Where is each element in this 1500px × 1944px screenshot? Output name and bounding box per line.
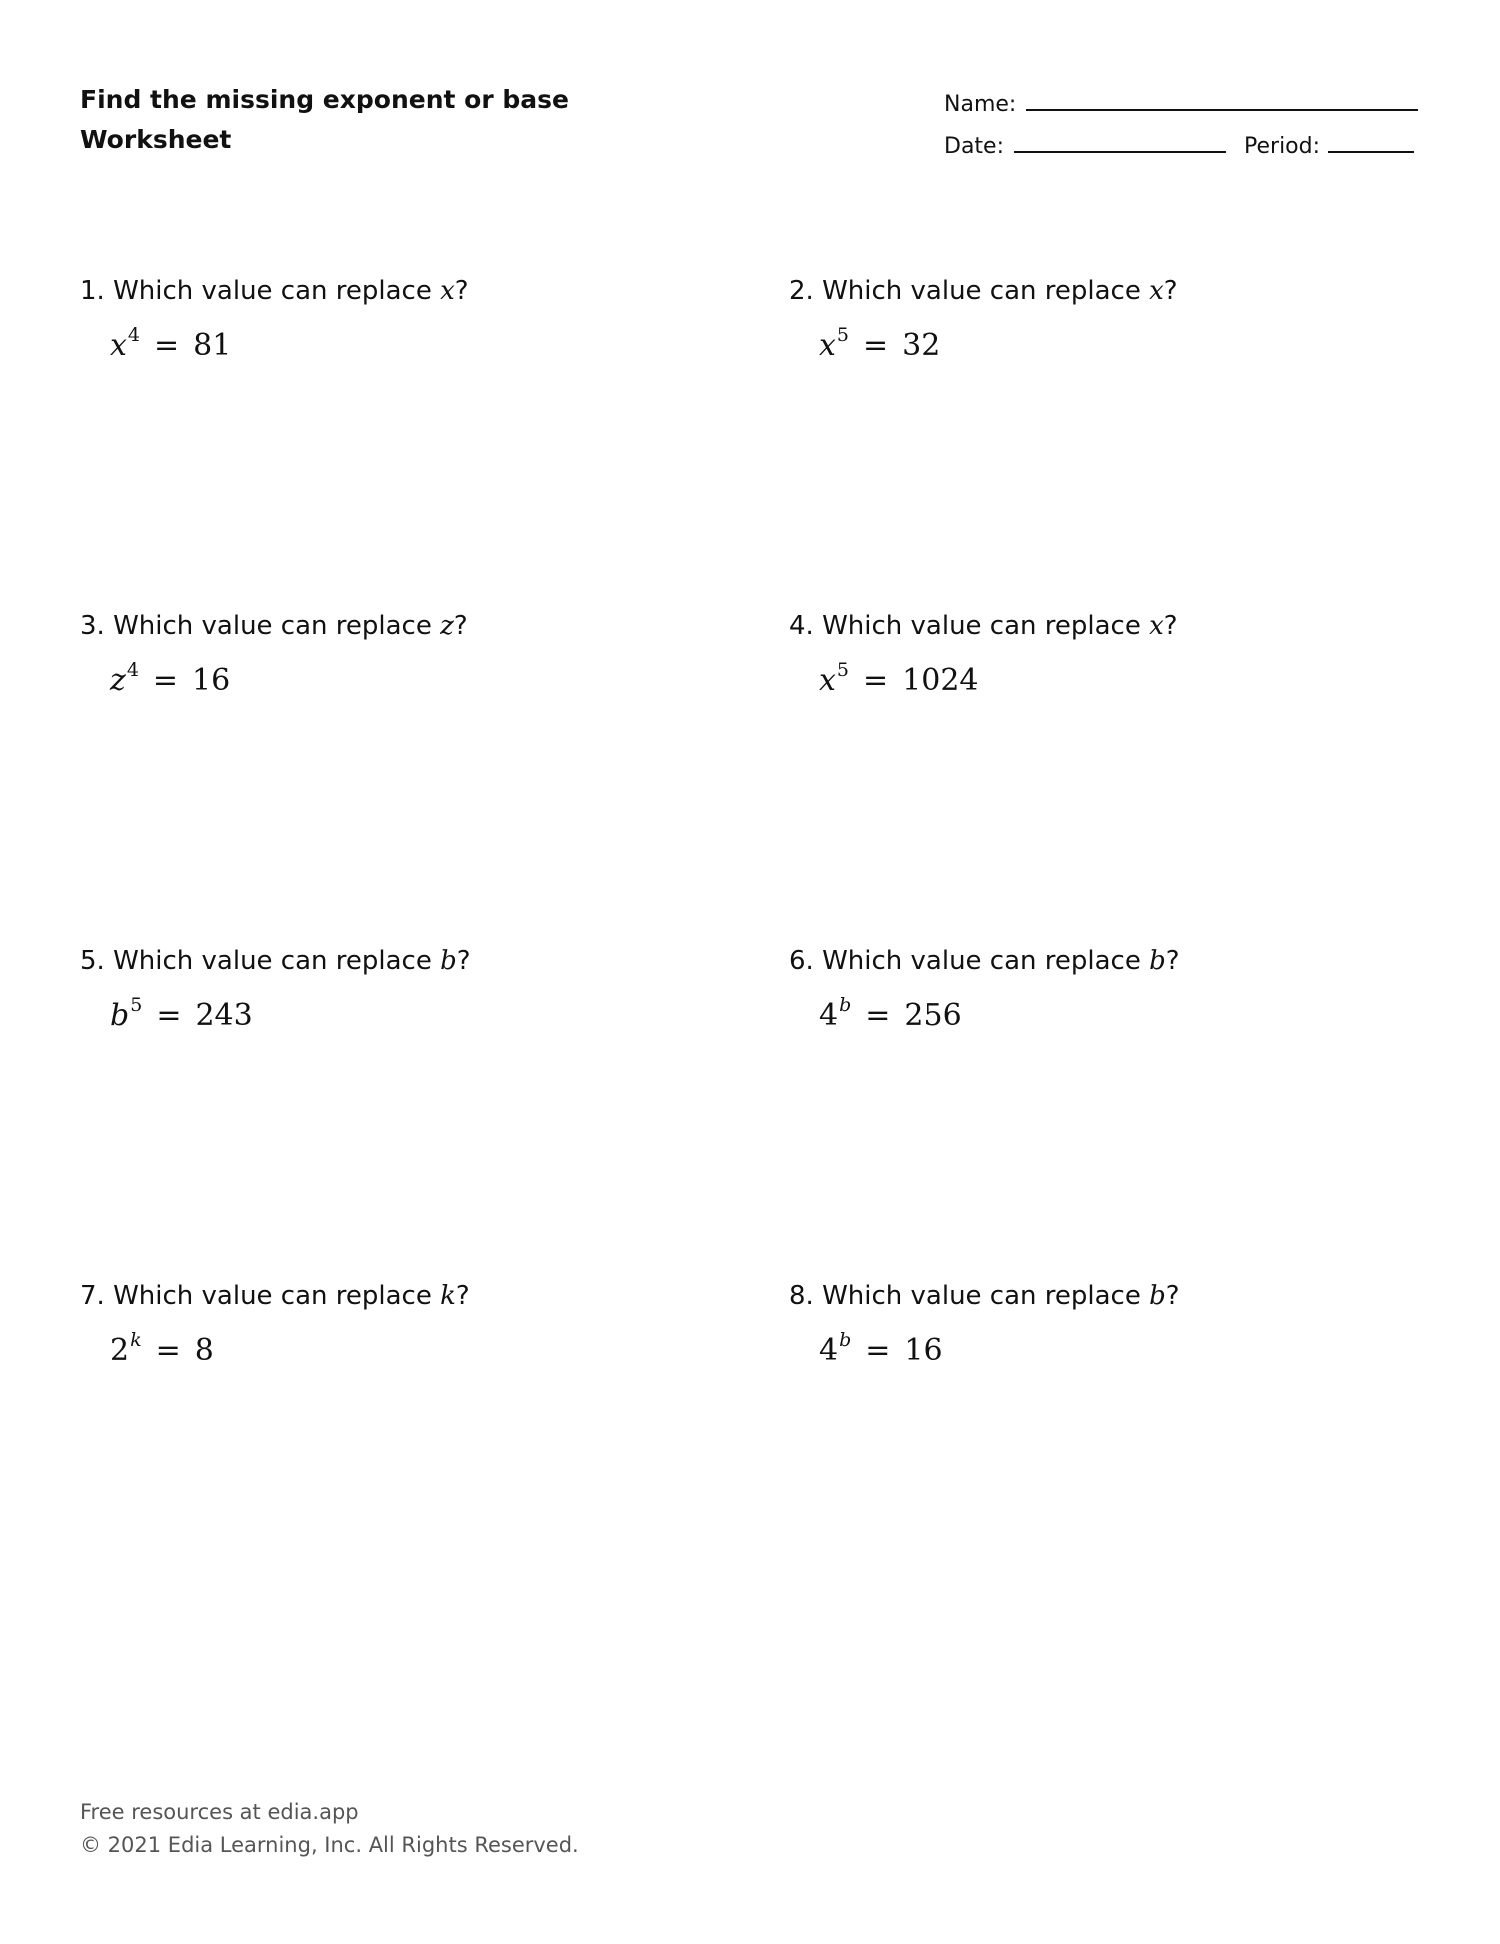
equation-base: 2 [110,1333,130,1368]
equation-result: 256 [904,998,962,1033]
question-text: Which value can replace [822,1281,1141,1311]
worksheet-title [80,80,569,160]
question-equation [110,326,700,369]
question-variable: x [1149,276,1164,306]
equation-result: 81 [193,328,232,363]
question-7 [80,1279,700,1374]
question-equation [110,1331,700,1374]
question-prompt [80,274,700,308]
equation-exponent: b [839,1329,852,1351]
question-equation [110,996,700,1039]
question-mark: ? [1163,611,1178,641]
question-number: 5. [80,946,105,976]
question-text: Which value can replace [113,611,432,641]
name-field [944,92,1424,122]
question-prompt [80,944,700,978]
equation-base: x [819,663,836,698]
question-equation [110,661,700,704]
question-text: Which value can replace [822,946,1141,976]
question-text: Which value can replace [822,276,1141,306]
question-number: 2. [789,276,814,306]
question-5 [80,944,700,1039]
question-mark: ? [1165,946,1180,976]
title-line: Find the missing exponent or base [80,85,569,114]
question-number: 8. [789,1281,814,1311]
question-prompt [789,609,1409,643]
equation-exponent: 5 [130,994,143,1016]
question-3 [80,609,700,704]
question-1 [80,274,700,369]
question-number: 7. [80,1281,105,1311]
period-blank-line[interactable] [1328,151,1414,153]
equals-sign: = [154,328,180,363]
equation-exponent: 4 [126,659,139,681]
equation-base: x [819,328,836,363]
equals-sign: = [865,1333,891,1368]
question-mark: ? [454,276,469,306]
question-prompt [789,274,1409,308]
date-period-row [944,134,1424,164]
question-variable: b [1149,946,1166,976]
equation-base: z [110,663,126,698]
question-variable: z [440,611,454,641]
equation-result: 243 [195,998,253,1033]
equals-sign: = [156,998,182,1033]
equation-exponent: 5 [836,659,850,681]
period-label: Period: [1244,134,1321,159]
footer-copyright-text: © 2021 Edia Learning, Inc. All Rights Reserved. [80,1833,579,1857]
question-mark: ? [453,611,468,641]
question-mark: ? [455,1281,470,1311]
question-6 [789,944,1409,1039]
question-variable: x [440,276,455,306]
equation-exponent: 5 [836,324,850,346]
equation-result: 16 [192,663,231,698]
equals-sign: = [863,663,889,698]
question-prompt [789,1279,1409,1313]
question-equation [819,996,1409,1039]
equals-sign: = [865,998,891,1033]
equation-result: 8 [194,1333,214,1368]
question-number: 4. [789,611,814,641]
question-prompt [80,1279,700,1313]
equation-base: 4 [819,1333,839,1368]
question-variable: b [1149,1281,1166,1311]
question-equation [819,661,1409,704]
question-variable: b [440,946,457,976]
question-8 [789,1279,1409,1374]
question-text: Which value can replace [822,611,1141,641]
equals-sign: = [152,663,179,698]
question-equation [819,1331,1409,1374]
question-prompt [80,609,700,643]
equation-result: 32 [902,328,941,363]
question-mark: ? [456,946,471,976]
question-text: Which value can replace [113,1281,432,1311]
equation-exponent: k [130,1329,142,1351]
question-text: Which value can replace [113,276,432,306]
question-2 [789,274,1409,369]
question-variable: x [1149,611,1164,641]
equation-result: 1024 [902,663,979,698]
question-prompt [789,944,1409,978]
equation-exponent: b [839,994,852,1016]
equation-base: x [110,328,127,363]
name-blank-line[interactable] [1026,109,1418,111]
footer [80,1796,579,1862]
name-label: Name: [944,92,1017,117]
question-text: Which value can replace [113,946,432,976]
equals-sign: = [863,328,889,363]
date-blank-line[interactable] [1014,151,1226,153]
question-4 [789,609,1409,704]
question-mark: ? [1163,276,1178,306]
equation-exponent: 4 [127,324,141,346]
equation-base: 4 [819,998,839,1033]
question-number: 6. [789,946,814,976]
footer-resources-text: Free resources at edia.app [80,1800,359,1824]
equation-result: 16 [904,1333,943,1368]
question-mark: ? [1165,1281,1180,1311]
question-number: 3. [80,611,105,641]
question-number: 1. [80,276,105,306]
equals-sign: = [155,1333,181,1368]
question-variable: k [440,1281,456,1311]
equation-base: b [110,998,130,1033]
question-equation [819,326,1409,369]
subtitle-line: Worksheet [80,125,232,154]
date-label: Date: [944,134,1004,159]
